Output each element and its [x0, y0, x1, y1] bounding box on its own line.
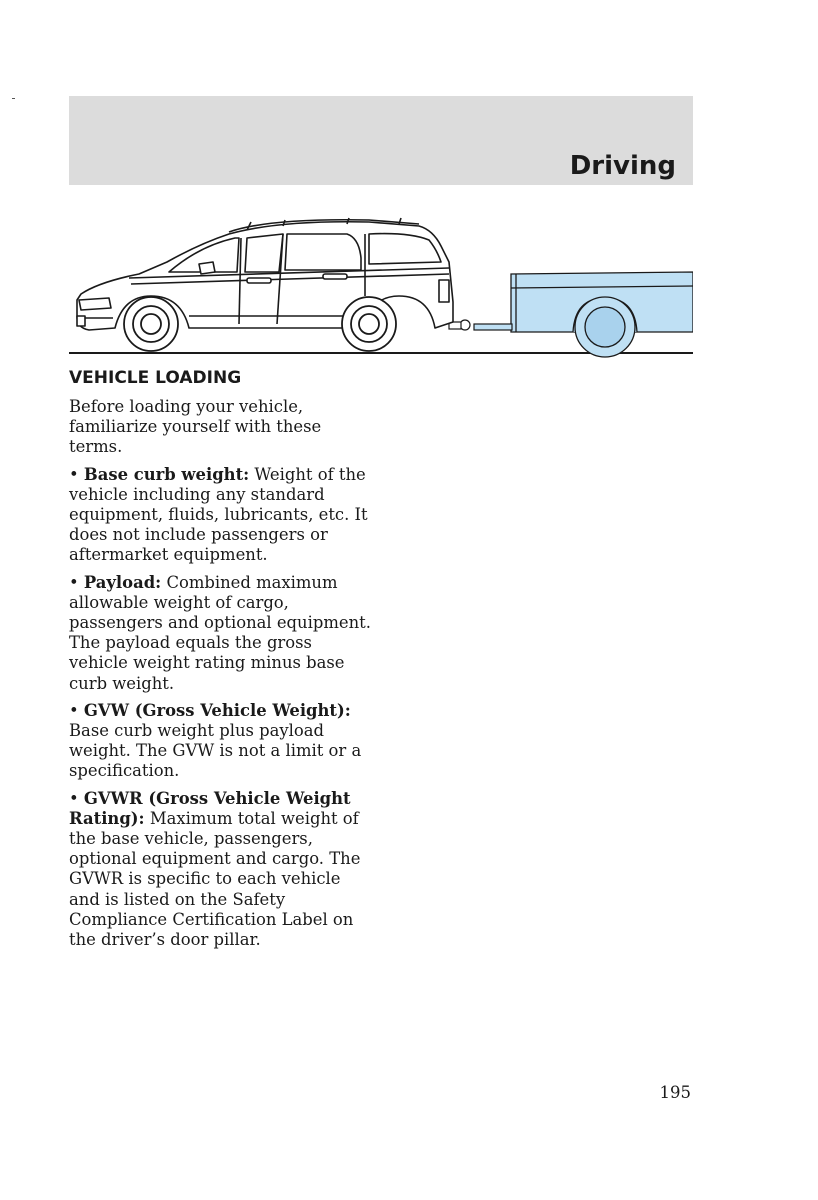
chapter-header	[69, 96, 693, 185]
term-definition: Weight of the vehicle including any standard equipment, fluids, lubricants, etc. It does not include passengers or aftermarket equipment.	[69, 464, 368, 565]
list-item: • Payload: Combined maximum allowable weight of cargo, passengers and optional equipment. The payload equals the gross vehicle weight rating minus base curb weight.	[69, 572, 371, 693]
page-number: 195	[659, 1083, 691, 1102]
term-definition: Maximum total weight of the base vehicle, passengers, optional equipment and cargo. The GVWR is specific to each vehicle and is listed on the Safety Compliance Certification Label on the driver’s door pillar.	[69, 808, 361, 950]
rear-wheel	[342, 297, 396, 351]
front-wheel	[124, 297, 178, 351]
term-label: Base curb weight:	[83, 464, 250, 484]
list-item: • GVW (Gross Vehicle Weight): Base curb weight plus payload weight. The GVW is not a limit or a specification.	[69, 700, 362, 781]
trailer	[511, 272, 693, 357]
crop-mark	[12, 98, 15, 99]
list-item: • GVWR (Gross Vehicle Weight Rating): Maximum total weight of the base vehicle, passengers, optional equipment and cargo. The GVWR is specific to each vehicle and is listed on the Safety Compliance Certification Label on the driver’s door pillar.	[69, 788, 361, 950]
term-definition: Combined maximum allowable weight of cargo, passengers and optional equipment. The payload equals the gross vehicle weight rating minus base curb weight.	[69, 572, 371, 693]
section-heading: VEHICLE LOADING	[69, 368, 242, 388]
intro-paragraph: Before loading your vehicle, familiarize yourself with these terms.	[69, 397, 322, 457]
term-definition: Base curb weight plus payload weight. The GVW is not a limit or a specification.	[69, 721, 362, 781]
body-text	[69, 397, 375, 957]
chapter-title: Driving	[569, 151, 676, 181]
car-towing-trailer-illustration	[69, 212, 693, 362]
trailer-hitch	[449, 320, 512, 330]
term-label: Payload:	[83, 572, 162, 592]
list-item: • Base curb weight: Weight of the vehicle including any standard equipment, fluids, lubricants, etc. It does not include passengers or aftermarket equipment.	[69, 464, 368, 565]
term-label: GVWR (Gross Vehicle Weight Rating):	[69, 788, 351, 828]
term-label: GVW (Gross Vehicle Weight):	[83, 700, 351, 720]
